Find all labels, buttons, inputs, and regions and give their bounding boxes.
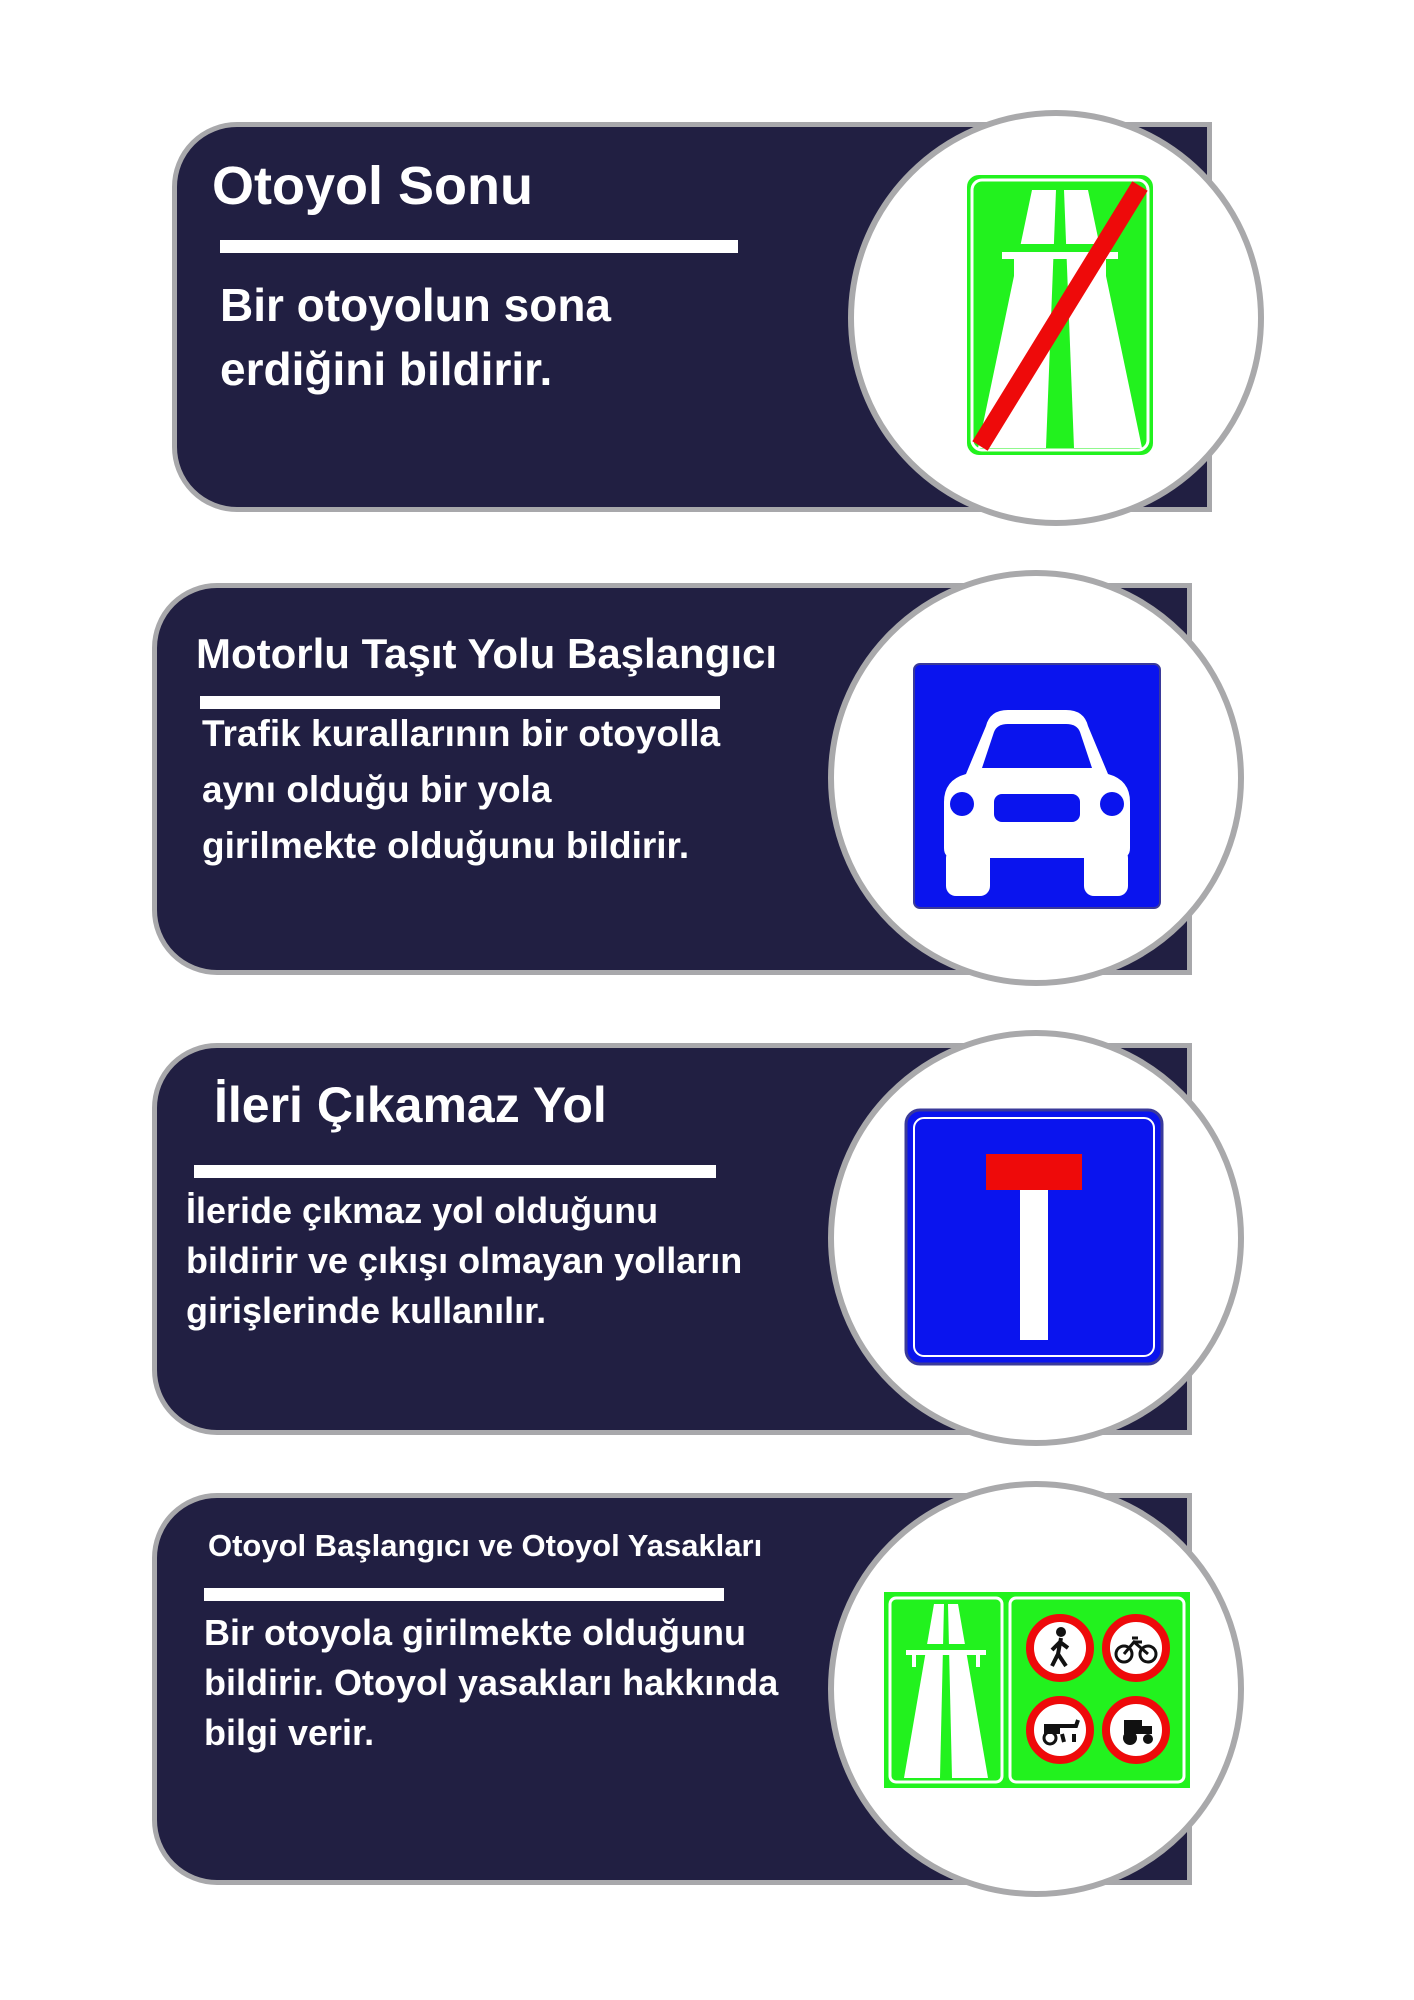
- dead-end-sign-icon: [904, 1108, 1164, 1366]
- motorway-end-sign-icon: [962, 170, 1158, 460]
- card-title: Otoyol Sonu: [212, 156, 533, 216]
- card-title: İleri Çıkamaz Yol: [214, 1077, 607, 1133]
- no-pedestrians-icon: [1030, 1618, 1090, 1678]
- no-tractors-icon: [1106, 1700, 1166, 1760]
- card-description: Bir otoyola girilmekte olduğunu bildirir. Otoyol yasakları hakkında bilgi verir.: [204, 1612, 779, 1753]
- card-description: Bir otoyolun sona erdiğini bildirir.: [220, 279, 611, 395]
- no-animal-carts-icon: [1030, 1700, 1090, 1760]
- card-description: Trafik kurallarının bir otoyolla aynı olduğu bir yola girilmekte olduğunu bildirir.: [202, 713, 721, 866]
- title-divider: [204, 1588, 724, 1601]
- motorway-start-prohibitions-sign-icon: [884, 1592, 1190, 1788]
- no-bicycles-icon: [1106, 1618, 1166, 1678]
- card-title: Motorlu Taşıt Yolu Başlangıcı: [196, 630, 778, 677]
- motor-vehicle-road-sign-icon: [912, 662, 1162, 910]
- card-description: İleride çıkmaz yol olduğunu bildirir ve çıkışı olmayan yolların girişlerinde kullanılır.: [186, 1190, 743, 1331]
- card-title: Otoyol Başlangıcı ve Otoyol Yasakları: [208, 1528, 763, 1563]
- title-divider: [194, 1165, 716, 1178]
- title-divider: [220, 240, 738, 253]
